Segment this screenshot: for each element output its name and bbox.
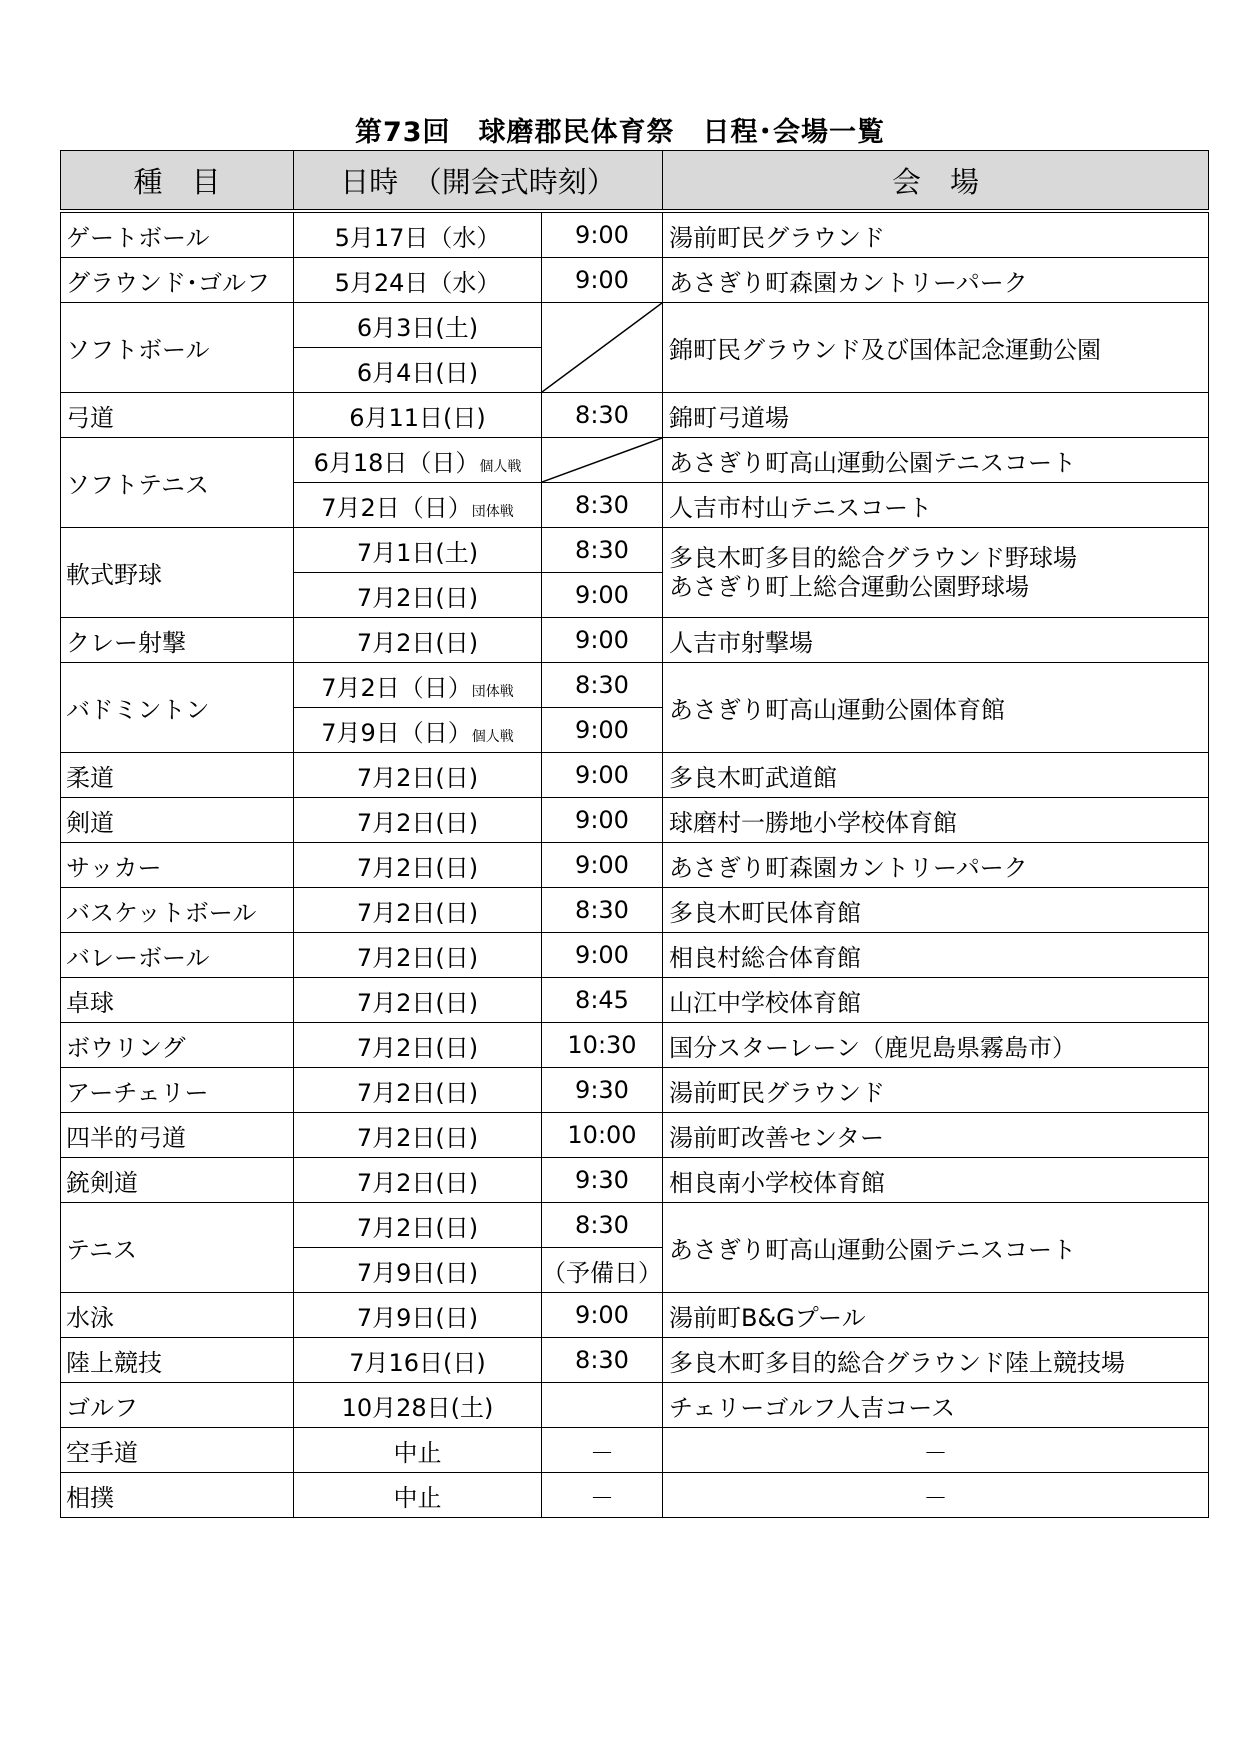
time-cell: 9:00: [542, 573, 663, 618]
date-text: 7月9日（日）: [321, 718, 472, 747]
event-cell: バレーボール: [61, 933, 294, 978]
table-row: [61, 1338, 1209, 1383]
event-cell: サッカー: [61, 843, 294, 888]
header-row: [61, 151, 1209, 212]
table-row: [61, 978, 1209, 1023]
event-cell: 相撲: [61, 1473, 294, 1518]
table-row: [61, 393, 1209, 438]
date-cell: 6月3日(土): [294, 303, 542, 348]
table-row: [61, 1023, 1209, 1068]
venue-cell: 多良木町多目的総合グラウンド陸上競技場: [663, 1338, 1209, 1383]
date-cell: 5月24日（水）: [294, 258, 542, 303]
event-cell: 卓球: [61, 978, 294, 1023]
venue-cell: あさぎり町高山運動公園体育館: [663, 663, 1209, 753]
venue-cell: 湯前町改善センター: [663, 1113, 1209, 1158]
schedule-table: [60, 150, 1209, 1518]
venue-cell: －: [663, 1473, 1209, 1518]
date-cell: 7月2日(日): [294, 843, 542, 888]
match-type-note: 団体戦: [471, 683, 514, 700]
venue-cell: 錦町民グラウンド及び国体記念運動公園: [663, 303, 1209, 393]
time-cell: 9:00: [542, 618, 663, 663]
date-cell: 中止: [294, 1428, 542, 1473]
diagonal-slash: [542, 438, 662, 482]
date-cell: 7月2日(日): [294, 1068, 542, 1113]
event-cell: バドミントン: [61, 663, 294, 753]
event-cell: バスケットボール: [61, 888, 294, 933]
time-cell: 8:30: [542, 888, 663, 933]
time-cell: 8:30: [542, 393, 663, 438]
date-cell: 5月17日（水）: [294, 211, 542, 258]
date-cell: [294, 483, 542, 528]
venue-cell: あさぎり町森園カントリーパーク: [663, 843, 1209, 888]
date-cell: 7月2日(日): [294, 933, 542, 978]
venue-cell: 多良木町民体育館: [663, 888, 1209, 933]
date-cell: [294, 663, 542, 708]
venue-line: あさぎり町上総合運動公園野球場: [669, 572, 1029, 601]
time-cell: －: [542, 1473, 663, 1518]
date-cell: 7月2日(日): [294, 573, 542, 618]
venue-line: 多良木町多目的総合グラウンド野球場: [669, 543, 1077, 572]
date-cell: 7月2日(日): [294, 978, 542, 1023]
event-cell: ゲートボール: [61, 211, 294, 258]
event-cell: アーチェリー: [61, 1068, 294, 1113]
table-row: [61, 211, 1209, 258]
table-row: [61, 303, 1209, 348]
date-cell: 7月2日(日): [294, 888, 542, 933]
table-row: [61, 1383, 1209, 1428]
table-row: [61, 1068, 1209, 1113]
date-cell: 7月9日(日): [294, 1293, 542, 1338]
venue-cell: [663, 528, 1209, 618]
table-row: [61, 1428, 1209, 1473]
time-cell: 9:00: [542, 258, 663, 303]
date-cell: [294, 438, 542, 483]
date-cell: 7月2日(日): [294, 1158, 542, 1203]
venue-cell: 錦町弓道場: [663, 393, 1209, 438]
venue-cell: 球磨村一勝地小学校体育館: [663, 798, 1209, 843]
event-cell: 四半的弓道: [61, 1113, 294, 1158]
date-cell: 10月28日(土): [294, 1383, 542, 1428]
venue-cell: 国分スターレーン（鹿児島県霧島市）: [663, 1023, 1209, 1068]
event-cell: クレー射撃: [61, 618, 294, 663]
date-cell: 中止: [294, 1473, 542, 1518]
date-text: 7月2日（日）: [321, 673, 472, 702]
table-row: [61, 1158, 1209, 1203]
time-cell: 10:00: [542, 1113, 663, 1158]
venue-cell: 湯前町民グラウンド: [663, 1068, 1209, 1113]
page-title: 第73回 球磨郡民体育祭 日程･会場一覧: [354, 117, 886, 148]
time-cell: 8:45: [542, 978, 663, 1023]
reserve-day-note: （予備日）: [542, 1248, 663, 1293]
header-event: 種 目: [61, 151, 294, 212]
time-cell: 8:30: [542, 663, 663, 708]
match-type-note: 団体戦: [471, 503, 514, 520]
venue-cell: 湯前町B&Gプール: [663, 1293, 1209, 1338]
time-cell: 9:30: [542, 1068, 663, 1113]
venue-cell: 相良南小学校体育館: [663, 1158, 1209, 1203]
event-cell: ソフトボール: [61, 303, 294, 393]
event-cell: 水泳: [61, 1293, 294, 1338]
date-cell: 7月2日(日): [294, 1113, 542, 1158]
date-cell: 7月2日(日): [294, 1203, 542, 1248]
table-row: [61, 1473, 1209, 1518]
table-row: [61, 1293, 1209, 1338]
event-cell: ボウリング: [61, 1023, 294, 1068]
date-cell: 7月2日(日): [294, 1023, 542, 1068]
time-cell: 9:00: [542, 933, 663, 978]
date-cell: 7月9日(日): [294, 1248, 542, 1293]
venue-cell: あさぎり町高山運動公園テニスコート: [663, 438, 1209, 483]
table-row: [61, 258, 1209, 303]
event-cell: 弓道: [61, 393, 294, 438]
event-cell: ソフトテニス: [61, 438, 294, 528]
time-cell: 8:30: [542, 1338, 663, 1383]
table-row: [61, 438, 1209, 483]
table-row: [61, 753, 1209, 798]
event-cell: 軟式野球: [61, 528, 294, 618]
diagonal-slash-cell: [542, 438, 663, 483]
date-cell: 6月4日(日): [294, 348, 542, 393]
date-cell: [294, 708, 542, 753]
time-cell: 9:00: [542, 843, 663, 888]
time-cell: 9:00: [542, 1293, 663, 1338]
venue-cell: 湯前町民グラウンド: [663, 211, 1209, 258]
table-row: [61, 933, 1209, 978]
table-row: [61, 888, 1209, 933]
venue-cell: 人吉市射撃場: [663, 618, 1209, 663]
date-text: 7月2日（日）: [321, 493, 472, 522]
event-cell: 空手道: [61, 1428, 294, 1473]
time-cell: 9:30: [542, 1158, 663, 1203]
table-row: [61, 843, 1209, 888]
time-cell: 9:00: [542, 708, 663, 753]
date-cell: 7月16日(日): [294, 1338, 542, 1383]
diagonal-slash: [542, 303, 662, 392]
table-row: [61, 618, 1209, 663]
event-cell: 陸上競技: [61, 1338, 294, 1383]
diagonal-slash-cell: [542, 303, 663, 393]
table-row: [61, 798, 1209, 843]
date-cell: 7月2日(日): [294, 618, 542, 663]
date-cell: 6月11日(日): [294, 393, 542, 438]
venue-cell: 山江中学校体育館: [663, 978, 1209, 1023]
time-cell: 8:30: [542, 483, 663, 528]
venue-cell: 相良村総合体育館: [663, 933, 1209, 978]
time-cell: 9:00: [542, 753, 663, 798]
event-cell: グラウンド･ゴルフ: [61, 258, 294, 303]
time-cell: 9:00: [542, 798, 663, 843]
time-cell: －: [542, 1428, 663, 1473]
date-text: 6月18日（日）: [313, 448, 480, 477]
event-cell: ゴルフ: [61, 1383, 294, 1428]
event-cell: 銃剣道: [61, 1158, 294, 1203]
table-row: [61, 663, 1209, 708]
time-cell: [542, 1383, 663, 1428]
header-datetime: 日時 （開会式時刻）: [294, 151, 663, 212]
venue-cell: 多良木町武道館: [663, 753, 1209, 798]
venue-cell: あさぎり町森園カントリーパーク: [663, 258, 1209, 303]
date-cell: 7月2日(日): [294, 753, 542, 798]
event-cell: 柔道: [61, 753, 294, 798]
table-row: [61, 1203, 1209, 1248]
venue-cell: あさぎり町高山運動公園テニスコート: [663, 1203, 1209, 1293]
venue-cell: －: [663, 1428, 1209, 1473]
event-cell: 剣道: [61, 798, 294, 843]
table-row: [61, 528, 1209, 573]
time-cell: 8:30: [542, 528, 663, 573]
header-venue: 会 場: [663, 151, 1209, 212]
event-cell: テニス: [61, 1203, 294, 1293]
time-cell: 8:30: [542, 1203, 663, 1248]
match-type-note: 個人戦: [479, 458, 522, 475]
date-cell: 7月2日(日): [294, 798, 542, 843]
venue-cell: チェリーゴルフ人吉コース: [663, 1383, 1209, 1428]
date-cell: 7月1日(土): [294, 528, 542, 573]
venue-cell: 人吉市村山テニスコート: [663, 483, 1209, 528]
table-row: [61, 1113, 1209, 1158]
time-cell: 10:30: [542, 1023, 663, 1068]
match-type-note: 個人戦: [471, 728, 514, 745]
time-cell: 9:00: [542, 211, 663, 258]
